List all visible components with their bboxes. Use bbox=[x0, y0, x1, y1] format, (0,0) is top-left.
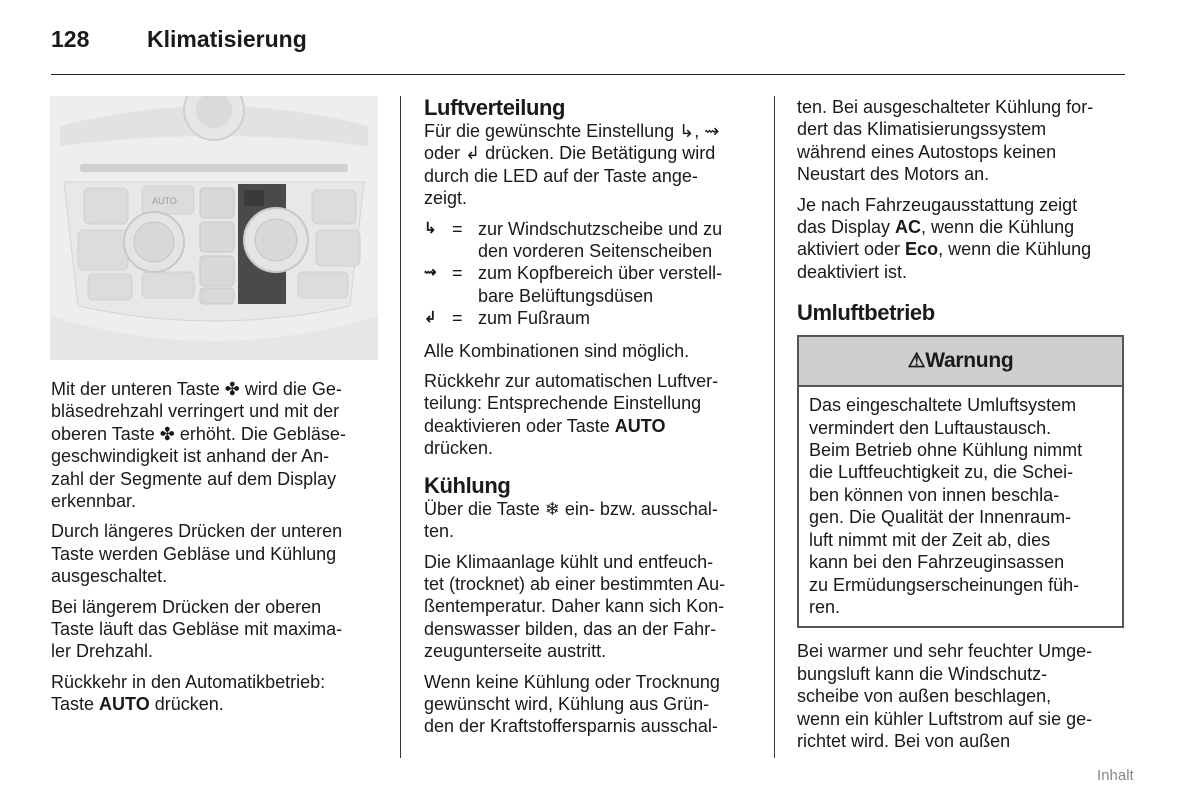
paragraph-air-distribution-intro bbox=[424, 120, 764, 210]
heading-kuehlung: Kühlung bbox=[424, 472, 511, 498]
text-line: bungsluft kann die Windschutz- bbox=[797, 663, 1048, 684]
text-line: Neustart des Motors an. bbox=[797, 164, 990, 185]
paragraph-humid-air bbox=[797, 640, 1127, 752]
text-line: die Luftfeuchtigkeit zu, die Schei- bbox=[809, 462, 1074, 483]
auto-label: AUTO bbox=[99, 694, 150, 715]
warning-header bbox=[799, 337, 1122, 387]
text-line: ler Drehzahl. bbox=[51, 641, 154, 662]
text-line: dert das Klimatisierungssystem bbox=[797, 119, 1047, 140]
text-line: teilung: Entsprechende Einstellung bbox=[424, 393, 702, 414]
text-line: Je nach Fahrzeugausstattung zeigt bbox=[797, 194, 1078, 215]
text-line: Bei warmer und sehr feuchter Umge- bbox=[797, 641, 1093, 662]
text-line: durch die LED auf der Taste ange- bbox=[424, 165, 698, 186]
eco-label: Eco bbox=[905, 239, 939, 260]
page-number: 128 bbox=[51, 26, 90, 52]
text-line: denswasser bilden, das an der Fahr- bbox=[424, 618, 717, 639]
text-line: Rückkehr in den Automatikbetrieb: bbox=[51, 671, 326, 692]
text-line bbox=[51, 693, 381, 715]
text-fragment: aktiviert oder bbox=[797, 239, 906, 260]
text-line: oder ↲ drücken. Die Betätigung wird bbox=[424, 143, 716, 164]
paragraph-condensation bbox=[424, 551, 764, 663]
ac-label: AC bbox=[895, 217, 922, 238]
text-line: zur Windschutzscheibe und zu bbox=[478, 218, 723, 239]
text-line: zeugunterseite austritt. bbox=[424, 641, 607, 662]
text-line: richtet wird. Bei von außen bbox=[797, 730, 1011, 751]
text-line: ausgeschaltet. bbox=[51, 566, 168, 587]
paragraph-no-cooling bbox=[424, 671, 764, 738]
heading-luftverteilung: Luftverteilung bbox=[424, 95, 566, 120]
column-1 bbox=[51, 378, 381, 724]
text-fragment: deaktivieren oder Taste bbox=[424, 415, 615, 436]
text-line: kann bei den Fahrzeuginsassen bbox=[809, 552, 1065, 573]
text-line: gen. Die Qualität der Innenraum- bbox=[809, 507, 1072, 528]
text-line: während eines Autostops keinen bbox=[797, 141, 1057, 162]
text-line: Rückkehr zur automatischen Luftver- bbox=[424, 371, 719, 392]
text-line: Die Klimaanlage kühlt und entfeuch- bbox=[424, 551, 714, 572]
list-item bbox=[424, 218, 764, 263]
text-line: ren. bbox=[809, 596, 841, 617]
column-2 bbox=[424, 96, 764, 746]
paragraph-all-combinations bbox=[424, 340, 764, 362]
text-line: geschwindigkeit ist anhand der An- bbox=[51, 446, 330, 467]
text-line: drücken. bbox=[424, 438, 494, 459]
text-fragment: Taste bbox=[51, 694, 100, 715]
header-rule bbox=[51, 74, 1125, 75]
text-line: ßentemperatur. Daher kann sich Kon- bbox=[424, 596, 725, 617]
paragraph-autostop bbox=[797, 96, 1127, 186]
equals-sign: = bbox=[452, 218, 463, 239]
text-line: zu Ermüdungserscheinungen füh- bbox=[809, 574, 1080, 595]
text-line: gewünscht wird, Kühlung aus Grün- bbox=[424, 693, 710, 714]
column-divider-1 bbox=[400, 96, 401, 758]
text-line: Bei längerem Drücken der oberen bbox=[51, 596, 322, 617]
text-line: erkennbar. bbox=[51, 491, 137, 512]
paragraph-auto-return bbox=[51, 671, 381, 716]
text-line: luft nimmt mit der Zeit ab, dies bbox=[809, 529, 1051, 550]
paragraph-display-ac-eco bbox=[797, 194, 1127, 284]
text-fragment: drücken. bbox=[149, 694, 224, 715]
text-line: deaktiviert ist. bbox=[797, 261, 908, 282]
text-line: zum Fußraum bbox=[478, 308, 591, 329]
svg-text:AUTO: AUTO bbox=[152, 196, 177, 206]
contents-link[interactable]: Inhalt bbox=[1097, 767, 1134, 784]
text-line: Alle Kombinationen sind möglich. bbox=[424, 340, 690, 361]
head-airflow-icon: ⇝ bbox=[424, 264, 436, 282]
heading-umluftbetrieb: Umluftbetrieb bbox=[797, 300, 935, 326]
list-item-text bbox=[478, 307, 590, 329]
text-line: den vorderen Seitenscheiben bbox=[478, 241, 713, 262]
page-title: Klimatisierung bbox=[147, 26, 307, 52]
text-line: Beim Betrieb ohne Kühlung nimmt bbox=[809, 440, 1083, 461]
text-line: zahl der Segmente auf dem Display bbox=[51, 468, 337, 489]
warning-triangle-icon: ⚠ bbox=[907, 350, 926, 373]
list-item-text bbox=[478, 262, 722, 307]
text-line: Wenn keine Kühlung oder Trocknung bbox=[424, 671, 720, 692]
text-line: zeigt. bbox=[424, 188, 468, 209]
text-line: den der Kraftstoffersparnis ausschal- bbox=[424, 716, 718, 737]
text-line: ten. Bei ausgeschalteter Kühlung for- bbox=[797, 97, 1094, 117]
text-line: Über die Taste ❄ ein- bzw. ausschal- bbox=[424, 498, 718, 519]
warning-title: Warnung bbox=[925, 349, 1014, 373]
warning-box bbox=[797, 335, 1124, 628]
text-line: vermindert den Luftaustausch. bbox=[809, 417, 1052, 438]
text-line: wenn ein kühler Luftstrom auf sie ge- bbox=[797, 708, 1093, 729]
text-line: ben können von innen beschla- bbox=[809, 484, 1060, 505]
auto-label: AUTO bbox=[614, 415, 666, 436]
text-fragment: , wenn die Kühlung bbox=[938, 239, 1092, 260]
paragraph-fan-speed bbox=[51, 378, 381, 512]
text-line: Für die gewünschte Einstellung ↳, ⇝ bbox=[424, 121, 720, 141]
paragraph-long-press-upper bbox=[51, 596, 381, 663]
text-line: Mit der unteren Taste ✤ wird die Ge- bbox=[51, 379, 342, 399]
air-distribution-symbol-list bbox=[424, 218, 764, 330]
text-line: bare Belüftungsdüsen bbox=[478, 285, 654, 306]
list-item bbox=[424, 307, 764, 329]
warning-body bbox=[799, 387, 1122, 626]
windshield-airflow-icon: ↳ bbox=[424, 219, 436, 237]
text-line bbox=[797, 216, 1127, 238]
text-line: Taste werden Gebläse und Kühlung bbox=[51, 543, 337, 564]
text-fragment: das Display bbox=[797, 217, 896, 238]
column-3 bbox=[797, 96, 1127, 760]
text-fragment: , wenn die Kühlung bbox=[921, 217, 1075, 238]
list-item bbox=[424, 262, 764, 307]
footwell-airflow-icon: ↲ bbox=[424, 309, 436, 327]
paragraph-return-auto-distribution bbox=[424, 370, 764, 460]
text-line: zum Kopfbereich über verstell- bbox=[478, 263, 723, 284]
text-line bbox=[424, 415, 764, 437]
text-line: Taste läuft das Gebläse mit maxima- bbox=[51, 619, 343, 640]
paragraph-long-press-lower bbox=[51, 520, 381, 587]
climate-control-panel-image bbox=[50, 96, 378, 360]
paragraph-cooling-button bbox=[424, 498, 764, 543]
text-line: ten. bbox=[424, 521, 455, 542]
equals-sign: = bbox=[452, 308, 463, 329]
text-line: oberen Taste ✤ erhöht. Die Gebläse- bbox=[51, 423, 346, 444]
list-item-text bbox=[478, 218, 722, 263]
text-line: bläsedrehzahl verringert und mit der bbox=[51, 401, 340, 422]
text-line: Durch längeres Drücken der unteren bbox=[51, 521, 343, 542]
column-divider-2 bbox=[774, 96, 775, 758]
text-line bbox=[797, 238, 1127, 260]
text-line: tet (trocknet) ab einer bestimmten Au- bbox=[424, 573, 726, 594]
equals-sign: = bbox=[452, 263, 463, 284]
text-line: scheibe von außen beschlagen, bbox=[797, 686, 1052, 707]
text-line: Das eingeschaltete Umluftsystem bbox=[809, 395, 1077, 416]
